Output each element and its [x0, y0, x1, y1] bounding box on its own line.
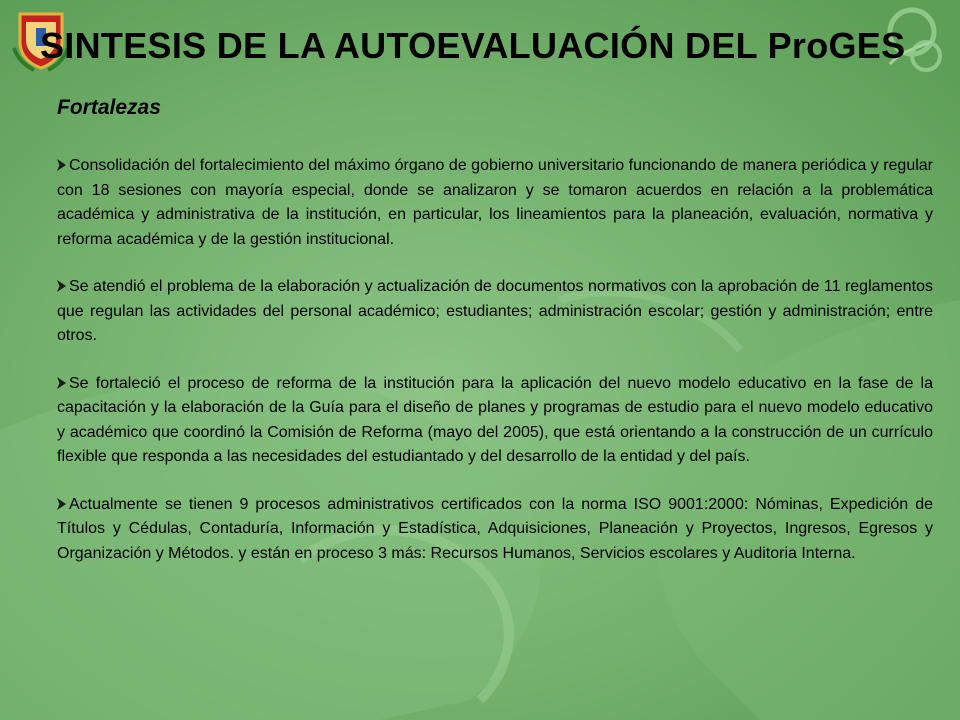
bullet-item — [57, 275, 933, 349]
arrow-bullet-icon — [57, 498, 66, 510]
bullet-item — [57, 154, 933, 252]
arrow-bullet-icon — [57, 159, 66, 171]
bullet-list — [57, 154, 933, 589]
bullet-text: Se atendió el problema de la elaboración y actualización de documentos normativos con la aprobación de 11 reglamentos que regulan las actividades del personal académico; estudiantes; administración escolar; gestión y administración; entre otros. — [57, 278, 933, 344]
arrow-bullet-icon — [57, 280, 66, 292]
slide-title: SINTESIS DE LA AUTOEVALUACIÓN DEL ProGES — [40, 25, 906, 66]
bullet-text: Actualmente se tienen 9 procesos administrativos certificados con la norma ISO 9001:2000: Nóminas, Expedición de Títulos y Cédulas, Contaduría, Información y Estadística, Adquisiciones, Planeación y Proyectos, Ingresos, Egresos y Organización y Métodos. y están en proceso 3 más: Recursos Humanos, Servicios escolares y Auditoria Interna. — [57, 495, 933, 562]
bullet-text: Consolidación del fortalecimiento del máximo órgano de gobierno universitario funcionando de manera periódica y regular con 18 sesiones con mayoría especial, donde se analizaron y se tomaron acuerdos en relación a la problemática académica y administrativa de la institución, en particular, los lineamientos para la planeación, evaluación, normativa y reforma académica y de la gestión institucional. — [57, 157, 933, 248]
bullet-item — [57, 372, 933, 470]
bullet-text: Se fortaleció el proceso de reforma de la institución para la aplicación del nuevo modelo educativo en la fase de la capacitación y la elaboración de la Guía para el diseño de planes y programas de estudio para el nuevo modelo educativo y académico que coordinó la Comisión de Reforma (mayo del 2005), que está orientando a la construcción de un currículo flexible que responda a las necesidades del estudiantado y del desarrollo de la entidad y del país. — [57, 374, 933, 465]
arrow-bullet-icon — [57, 377, 66, 389]
bullet-item — [57, 493, 933, 567]
section-subtitle: Fortalezas — [57, 96, 161, 119]
